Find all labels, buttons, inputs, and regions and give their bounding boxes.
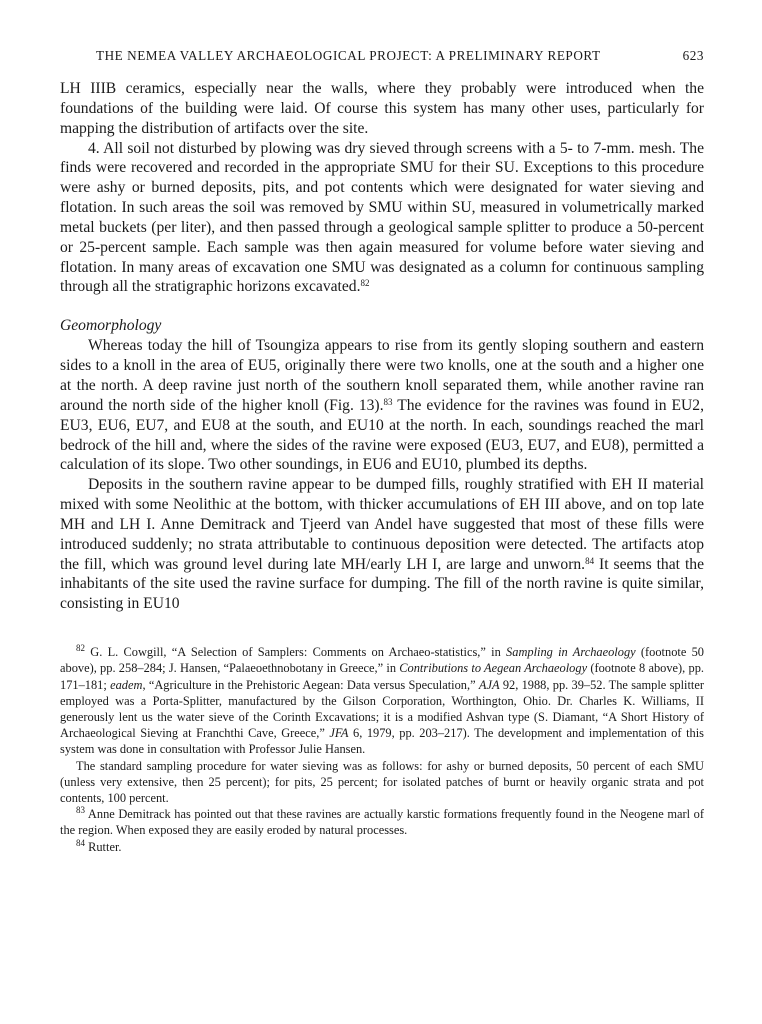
footnote-82-text-5: 92, 1988, pp. 39–52. The sample splitter employed was a Porta-Splitter, manufactured by the Gilson Corporation, Worthington, Ohio. Dr. Charles K. Williams, II generously lent us the water sieve of the Corinth Excavations; it is a modified Ashvan type (S. Diamant, “A Short History of Archaeological Sieving at Franchthi Cave, Greece,” — [60, 677, 704, 741]
footnote-84-text: Rutter. — [85, 839, 122, 854]
paragraph-continued: LH IIIB ceramics, especially near the walls, where they probably were introduced when the foundations of the building were laid. Of course this system has many other uses, particularly for mapping the distribution of artifacts over the site. — [60, 80, 704, 137]
page — [60, 48, 704, 855]
footnote-number-83: 83 — [76, 805, 85, 816]
footnote-82-title-sampling: Sampling in Archaeology — [506, 645, 636, 660]
footnote-82-journal-jfa: JFA — [329, 726, 349, 741]
footnote-number-84: 84 — [76, 837, 85, 848]
footnote-ref-82[interactable]: 82 — [360, 278, 370, 289]
paragraph-deposits — [60, 475, 704, 614]
paragraph-sieving-text: 4. All soil not disturbed by plowing was dry sieved through screens with a 5- to 7-mm. mesh. The finds were recovered and recorded in the appropriate SMU for their SU. Exceptions to this procedure were ashy or burned deposits, pits, and pot contents which were designated for water sieving and flotation. In such areas the soil was removed by SMU within SU, measured in volumetrically marked metal buckets (per liter), and then passed through a geological sample splitter to produce a 50-percent or 25-percent sample. Each sample was then again measured for volume before water sieving and flotation. In many areas of excavation one SMU was designated as a column for continuous sampling through all the stratigraphic horizons excavated. — [60, 139, 704, 296]
paragraph-ravines-text-a: Whereas today the hill of Tsoungiza appears to rise from its gently sloping southern and eastern sides to a knoll in the area of EU5, originally there were two knolls, one at the south and a higher one at the north. A deep ravine just north of the southern knoll separated them, while another ravine ran around the north side of the higher knoll (Fig. 13). — [60, 337, 704, 414]
footnote-82-text-2: (footnote 50 above), pp. 258–284; J. Hansen, “Palaeoethnobotany in Greece,” in — [60, 645, 704, 676]
paragraph-sieving — [60, 139, 704, 298]
footnote-82-text-1: G. L. Cowgill, “A Selection of Samplers: Comments on Archaeo-statistics,” in — [85, 645, 507, 660]
footnote-82-text-3: (footnote 8 above), pp. 171–181; — [60, 661, 704, 692]
footnote-82 — [60, 644, 704, 757]
footnote-82-journal-aja: AJA — [478, 677, 500, 692]
main-text — [60, 79, 704, 614]
footnote-82-title-contributions: Contributions to Aegean Archaeology — [399, 661, 588, 676]
running-title: THE NEMEA VALLEY ARCHAEOLOGICAL PROJECT: A PRELIMINARY REPORT — [96, 48, 601, 63]
footnote-83 — [60, 806, 704, 838]
paragraph-ravines — [60, 336, 704, 475]
footnotes — [60, 644, 704, 855]
paragraph-ravines-text-b: The evidence for the ravines was found in EU2, EU3, EU6, EU7, and EU8 at the south, and EU10 at the north. In each, soundings reached the marl bedrock of the hill and, where the sides of the ravine were exposed (EU3, EU7, and EU8), permitted a calculation of its slope. Two other soundings, in EU6 and EU10, plumbed its depths. — [60, 396, 705, 474]
footnote-82-eadem: eadem — [110, 677, 143, 692]
footnote-ref-83[interactable]: 83 — [383, 396, 393, 407]
section-heading-geomorphology: Geomorphology — [60, 317, 162, 335]
paragraph-deposits-text-b: It seems that the inhabitants of the site used the ravine surface for dumping. The fill of the north ravine is quite similar, consisting in EU10 — [60, 555, 704, 613]
paragraph-deposits-text-a: Deposits in the southern ravine appear to be dumped fills, roughly stratified with EH II material mixed with some Neolithic at the bottom, with thicker accumulations of EH III above, and on top late MH and LH I. Anne Demitrack and Tjeerd van Andel have suggested that most of these fills were introduced suddenly; no strata attributable to continuous deposition were detected. The artifacts atop the fill, which was ground level during late MH/early LH I, are large and unworn. — [60, 476, 704, 573]
footnote-83-text: Anne Demitrack has pointed out that these ravines are actually karstic formations frequently found in the Neogene marl of the region. When exposed they are easily eroded by natural processes. — [60, 807, 704, 838]
footnote-number-82: 82 — [76, 643, 85, 654]
page-number: 623 — [682, 48, 704, 63]
footnote-82-continued: The standard sampling procedure for water sieving was as follows: for ashy or burned deposits, 50 percent of each SMU (unless very extensive, then 25 percent); for pits, 25 percent; for isolated patches of burnt or heavily organic strata and pot contents, 100 percent. — [60, 758, 704, 805]
footnote-84 — [60, 839, 704, 855]
running-header — [60, 48, 704, 64]
footnote-82-text-4: , “Agriculture in the Prehistoric Aegean: Data versus Speculation,” — [142, 677, 479, 692]
footnote-82-text-6: 6, 1979, pp. 203–217). The development and implementation of this system was done in consultation with Professor Julie Hansen. — [60, 726, 704, 757]
footnote-ref-84[interactable]: 84 — [585, 555, 595, 566]
